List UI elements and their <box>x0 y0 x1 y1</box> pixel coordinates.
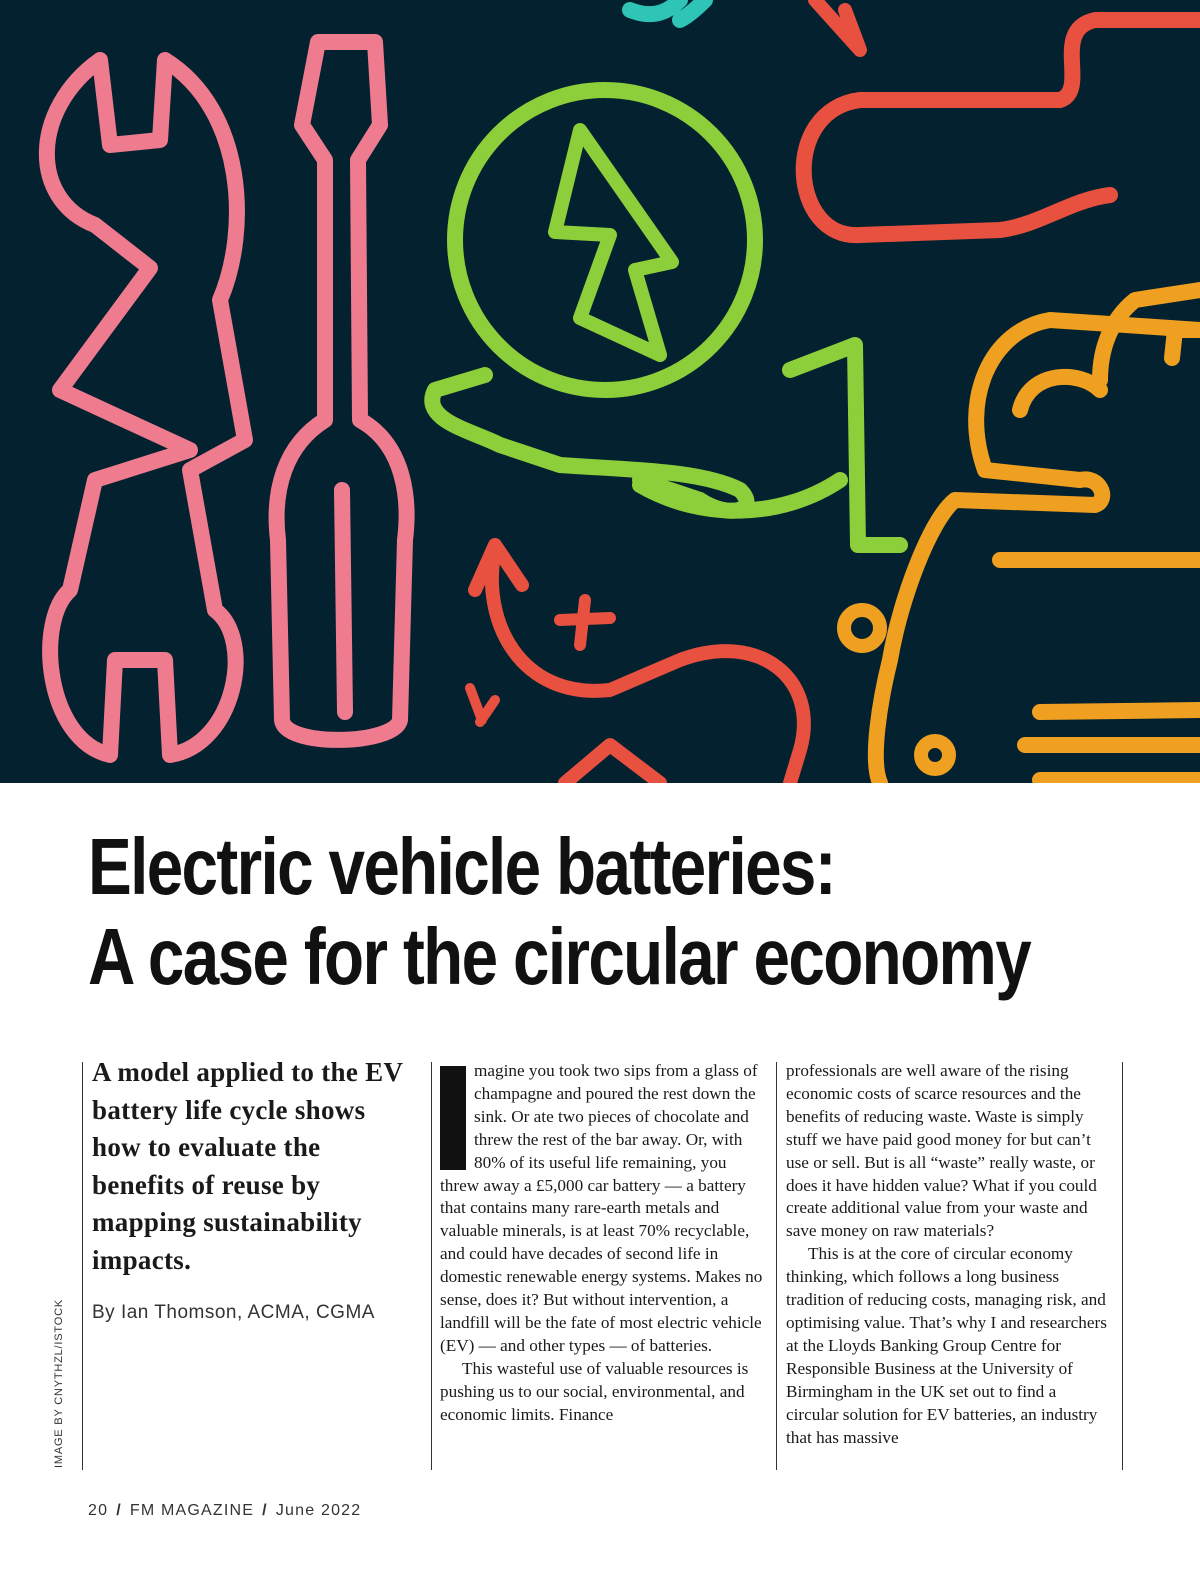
house-roof-icon <box>565 745 660 783</box>
drop-cap <box>440 1066 466 1170</box>
car-mirror-icon <box>844 610 880 646</box>
body-paragraph <box>440 1060 764 1358</box>
body-paragraph: This wasteful use of valuable resources is pushing us to our social, environmental, and economic limits. Finance <box>440 1358 749 1424</box>
body-column-2 <box>786 1060 1110 1449</box>
page-footer <box>88 1502 361 1520</box>
recycle-arrow-icon <box>475 545 804 783</box>
title-line-1: Electric vehicle batteries: <box>88 822 835 911</box>
teal-squiggle-icon <box>630 0 705 20</box>
issue-date: June 2022 <box>275 1502 362 1519</box>
standfirst-divider <box>82 1062 83 1470</box>
byline: By Ian Thomson, ACMA, CGMA <box>92 1302 375 1323</box>
lightning-bolt-icon <box>555 130 672 355</box>
column-divider-2 <box>776 1062 777 1470</box>
column-divider-3 <box>1122 1062 1123 1470</box>
plus-icon <box>560 600 610 645</box>
footer-separator: / <box>116 1502 122 1519</box>
paragraph-text: magine you took two sips from a glass of champagne and poured the rest down the sink. Or ate two pieces of chocolate and threw the rest of the bar away. Or, with 80% of its useful life remaining, you threw away a £5,000 car battery — a battery that contains many rare-earth metals and valuable minerals, is at least 70% recyclable, and could have decades of second life in domestic renewable energy systems. Makes no sense, does it? But without intervention, a landfill will be the fate of most electric vehicle (EV) — and other types — of batteries. <box>440 1061 763 1355</box>
column-divider-1 <box>431 1062 432 1470</box>
body-paragraph: This is at the core of circular economy thinking, which follows a long business tradition of reducing costs, managing risk, and optimising value. That’s why I and researchers at the Lloyds Banking Group Centre for Responsible Business at the University of Birmingham in the UK set out to find a circular solution for EV batteries, an industry that has massive <box>786 1244 1107 1447</box>
title-line-2: A case for the circular economy <box>88 912 1031 1001</box>
car-headlight-icon <box>921 741 949 769</box>
body-column-1 <box>440 1060 764 1427</box>
body-paragraph: professionals are well aware of the rising economic costs of scarce resources and the benefits of reducing waste. Waste is simply stuff we have paid good money for but can’t use or sell. But is all “waste” really waste, or does it have hidden value? What if you could create additional value from your waste and save money on raw materials? <box>786 1061 1097 1241</box>
article-title <box>88 822 1031 1002</box>
screwdriver-icon <box>277 42 407 740</box>
standfirst: A model applied to the EV battery life cycle shows how to evaluate the benefits of reuse by mapping sustainability impacts. <box>92 1057 403 1275</box>
arrow-tip-icon <box>815 0 860 50</box>
publication-name: FM MAGAZINE <box>129 1502 255 1519</box>
spark-icon <box>470 688 495 722</box>
wrench-icon <box>47 60 245 755</box>
footer-separator: / <box>262 1502 268 1519</box>
page-number: 20 <box>88 1502 109 1519</box>
image-credit: IMAGE BY CNYTHZL/ISTOCK <box>53 1299 65 1468</box>
hero-illustration <box>0 0 1200 783</box>
